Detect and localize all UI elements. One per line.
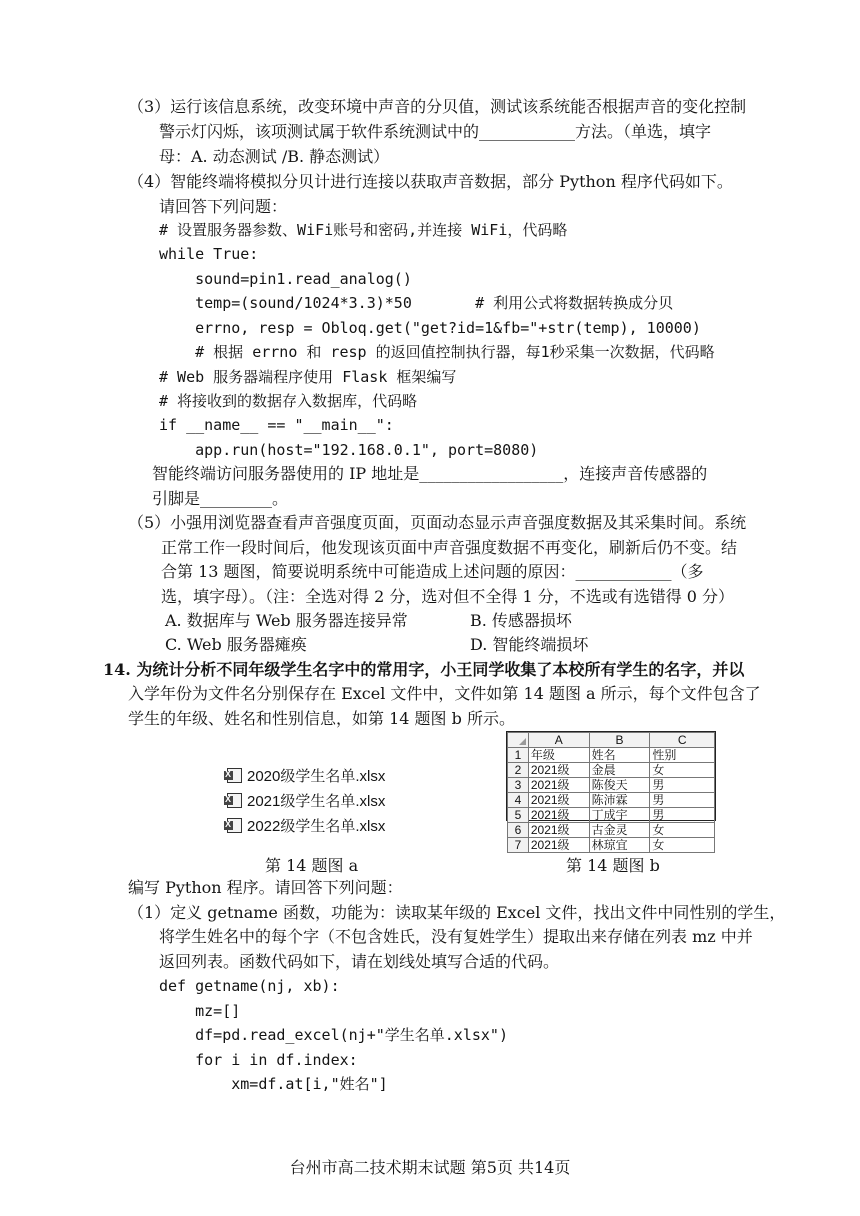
figure-a-caption: 第 14 题图 a [265, 856, 359, 875]
column-header: A [528, 733, 589, 748]
q14-intro-line1: 14. 为统计分析不同年级学生名字中的常用字，小王同学收集了本校所有学生的名字，并以 [103, 660, 745, 679]
row-number: 6 [508, 823, 529, 838]
table-cell: 2021级 [528, 793, 589, 808]
table-row [508, 763, 715, 778]
q13-4-after1: 智能终端访问服务器使用的 IP 地址是__________________，连接声音传感器的 [152, 464, 708, 483]
q14-1-line3: 返回列表。函数代码如下，请在划线处填写合适的代码。 [159, 952, 560, 971]
table-row [508, 778, 715, 793]
column-header-row [508, 733, 715, 748]
table-cell: 2021级 [528, 823, 589, 838]
table-cell: 年级 [528, 748, 589, 763]
code-line: errno, resp = Obloq.get("get?id=1&fb="+str(temp), 10000) [159, 319, 701, 337]
row-number: 5 [508, 808, 529, 823]
excel-file-icon [227, 818, 242, 833]
q13-5-line3: 合第 13 题图，简要说明系统中可能造成上述问题的原因：____________（多 [161, 562, 704, 581]
table-cell: 金晨 [589, 763, 650, 778]
q13-3-line1: （3）运行该信息系统，改变环境中声音的分贝值，测试该系统能否根据声音的变化控制 [128, 97, 747, 116]
table-cell: 林琼宜 [589, 838, 650, 853]
excel-file-icon [227, 768, 242, 783]
file-name: 2022级学生名单.xlsx [247, 818, 386, 835]
code-line: temp=(sound/1024*3.3)*50 # 利用公式将数据转换成分贝 [159, 294, 674, 312]
code-line: while True: [159, 245, 259, 263]
q13-5-line4: 选，填字母）。（注：全选对得 2 分，选对但不全得 1 分，不选或有选错得 0 分） [161, 587, 735, 606]
q13-4-after2: 引脚是_________。 [152, 489, 289, 508]
table-cell: 2021级 [528, 778, 589, 793]
excel-file-icon [227, 793, 242, 808]
excel-file[interactable] [227, 788, 385, 813]
code-line: mz=[] [159, 1002, 241, 1020]
option-d: D. 智能终端损坏 [470, 635, 589, 654]
table-cell: 陈沛霖 [589, 793, 650, 808]
q14-1-line2: 将学生姓名中的每个字（不包含姓氏，没有复姓学生）提取出来存储在列表 mz 中并 [159, 927, 753, 946]
code-line: # 根据 errno 和 resp 的返回值控制执行器，每1秒采集一次数据，代码略 [159, 343, 715, 361]
code-line: # 设置服务器参数、WiFi账号和密码,并连接 WiFi，代码略 [159, 221, 568, 239]
table-row [508, 838, 715, 853]
file-list [227, 763, 385, 838]
option-b: B. 传感器损坏 [470, 611, 572, 630]
q14-program-intro: 编写 Python 程序。请回答下列问题： [128, 878, 403, 897]
table-cell: 姓名 [589, 748, 650, 763]
q13-4-line1: （4）智能终端将模拟分贝计进行连接以获取声音数据，部分 Python 程序代码如下。 [128, 172, 733, 191]
table-cell: 陈俊天 [589, 778, 650, 793]
code-line: xm=df.at[i,"姓名"] [159, 1075, 388, 1093]
code-line: for i in df.index: [159, 1051, 358, 1069]
code-line: df=pd.read_excel(nj+"学生名单.xlsx") [159, 1026, 508, 1044]
option-c: C. Web 服务器瘫痪 [165, 635, 307, 654]
column-header: C [650, 733, 715, 748]
table-cell: 男 [650, 808, 715, 823]
table-cell: 2021级 [528, 838, 589, 853]
code-line: sound=pin1.read_analog() [159, 270, 412, 288]
code-line: # Web 服务器端程序使用 Flask 框架编写 [159, 368, 457, 386]
file-name: 2021级学生名单.xlsx [247, 793, 386, 810]
q14-1-line1: （1）定义 getname 函数，功能为：读取某年级的 Excel 文件，找出文件中同性别的学生， [128, 903, 786, 922]
table-cell: 女 [650, 763, 715, 778]
spreadsheet-figure [506, 731, 716, 852]
option-a: A. 数据库与 Web 服务器连接异常 [165, 611, 408, 630]
spreadsheet-table [507, 732, 715, 853]
code-line: # 将接收到的数据存入数据库，代码略 [159, 392, 418, 410]
table-cell: 性别 [650, 748, 715, 763]
q13-5-line2: 正常工作一段时间后，他发现该页面中声音强度数据不再变化，刷新后仍不变。结 [161, 538, 738, 557]
file-name: 2020级学生名单.xlsx [247, 768, 386, 785]
q14-intro-line2: 入学年份为文件名分别保存在 Excel 文件中，文件如第 14 题图 a 所示，每个文件包含了 [128, 684, 761, 703]
row-number: 7 [508, 838, 529, 853]
table-row [508, 823, 715, 838]
q13-3-line3: 母：A. 动态测试 /B. 静态测试） [159, 147, 390, 166]
table-cell: 2021级 [528, 763, 589, 778]
q14-intro-line3: 学生的年级、姓名和性别信息，如第 14 题图 b 所示。 [128, 709, 515, 728]
table-cell: 2021级 [528, 808, 589, 823]
table-cell: 古金灵 [589, 823, 650, 838]
row-number: 1 [508, 748, 529, 763]
table-cell: 男 [650, 778, 715, 793]
row-number: 4 [508, 793, 529, 808]
table-cell: 女 [650, 838, 715, 853]
code-line: if __name__ == "__main__": [159, 416, 394, 434]
code-line: def getname(nj, xb): [159, 977, 340, 995]
row-number: 2 [508, 763, 529, 778]
q13-4-line2: 请回答下列问题： [159, 197, 288, 216]
table-cell: 丁成宇 [589, 808, 650, 823]
table-cell: 女 [650, 823, 715, 838]
code-line: app.run(host="192.168.0.1", port=8080) [159, 441, 539, 459]
excel-file[interactable] [227, 763, 385, 788]
table-row [508, 808, 715, 823]
table-row [508, 748, 715, 763]
excel-file[interactable] [227, 813, 385, 838]
select-all-corner [508, 733, 529, 748]
figure-b-caption: 第 14 题图 b [566, 856, 660, 875]
table-cell: 男 [650, 793, 715, 808]
page-footer: 台州市高二技术期末试题 第5页 共14页 [289, 1158, 571, 1177]
q13-5-line1: （5）小强用浏览器查看声音强度页面，页面动态显示声音强度数据及其采集时间。系统 [128, 513, 747, 532]
q13-3-line2: 警示灯闪烁，该项测试属于软件系统测试中的____________方法。（单选，填字 [159, 122, 712, 141]
row-number: 3 [508, 778, 529, 793]
table-row [508, 793, 715, 808]
column-header: B [589, 733, 650, 748]
